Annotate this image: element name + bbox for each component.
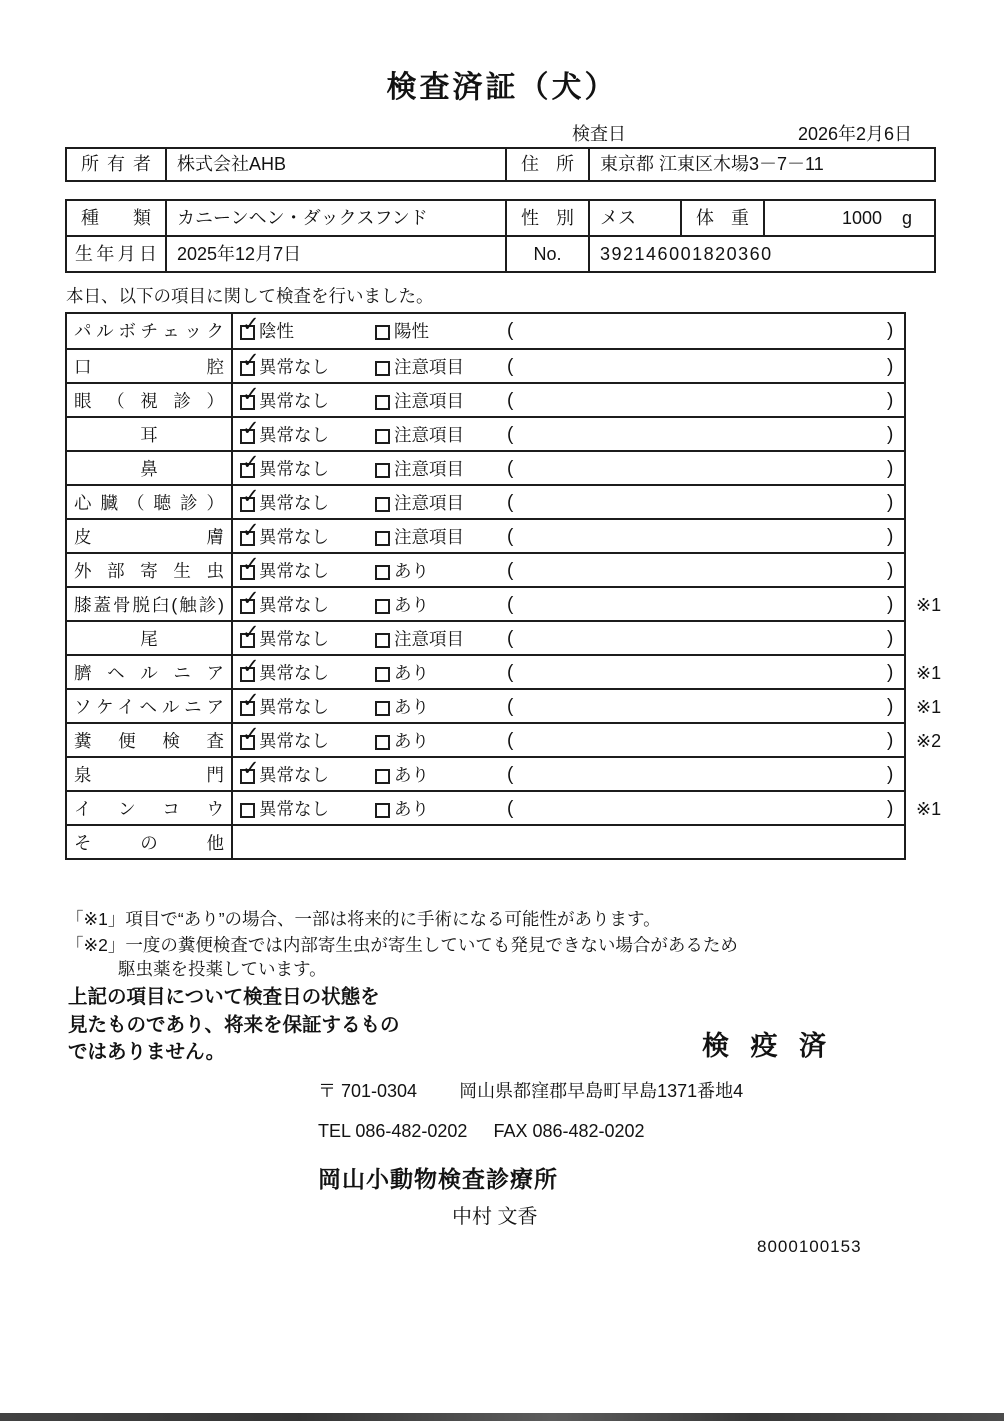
checklist-item-label: インコウ: [67, 792, 233, 824]
checked-checkbox-icon: [240, 497, 255, 512]
checklist-row: [67, 620, 904, 654]
option-label: 異常なし: [259, 459, 329, 479]
option-label: 異常なし: [259, 561, 329, 581]
remarks-paren-open: (: [507, 560, 514, 581]
option-label: 異常なし: [259, 595, 329, 615]
footnote-marker: ※1: [916, 697, 942, 717]
option-label: 注意項目: [394, 493, 464, 513]
secondary-result-option: [375, 520, 464, 554]
option-label: 注意項目: [394, 459, 464, 479]
weight-value: 1000: [841, 208, 882, 228]
option-label: 異常なし: [259, 697, 329, 717]
clinic-fax: FAX 086-482-0202: [493, 1121, 645, 1141]
remarks-paren-close: ): [887, 356, 894, 377]
checklist-row: [67, 484, 904, 518]
option-label: 異常なし: [259, 629, 329, 649]
remarks-paren-close: ): [887, 320, 894, 341]
clinic-tel: TEL 086-482-0202: [318, 1121, 468, 1141]
empty-checkbox-icon: [375, 633, 390, 648]
sex-label: 性別: [507, 201, 590, 235]
primary-result-option: [240, 554, 329, 588]
remarks-paren-close: ): [887, 560, 894, 581]
option-label: あり: [394, 799, 429, 819]
checklist-item-label: 鼻: [67, 452, 233, 484]
checklist-item-label: 糞便検査: [67, 724, 233, 756]
empty-checkbox-icon: [375, 395, 390, 410]
clinic-name: 岡山小動物検査診療所: [318, 1166, 558, 1192]
empty-checkbox-icon: [375, 599, 390, 614]
checked-checkbox-icon: [240, 325, 255, 340]
checklist-item-label: 尾: [67, 622, 233, 654]
option-label: 陽性: [394, 321, 429, 341]
weight-label: 体重: [682, 201, 765, 235]
disclaimer-line-1: 上記の項目について検査日の状態を: [68, 986, 380, 1008]
secondary-result-option: [375, 350, 464, 384]
secondary-result-option: [375, 758, 429, 792]
checked-checkbox-icon: [240, 633, 255, 648]
footnote-2: 「※2」一度の糞便検査では内部寄生虫が寄生していても発見できない場合があるため: [66, 935, 738, 955]
remarks-paren-open: (: [507, 424, 514, 445]
weight-unit: g: [901, 208, 912, 228]
option-label: 注意項目: [394, 391, 464, 411]
remarks-paren-close: ): [887, 492, 894, 513]
option-label: 陰性: [259, 321, 294, 341]
secondary-result-option: [375, 622, 464, 656]
option-label: 異常なし: [259, 731, 329, 751]
remarks-paren-open: (: [507, 492, 514, 513]
footnote-marker: ※2: [916, 731, 942, 751]
option-label: 異常なし: [259, 527, 329, 547]
remarks-paren-open: (: [507, 696, 514, 717]
option-label: あり: [394, 765, 429, 785]
secondary-result-option: [375, 486, 464, 520]
intro-text: 本日、以下の項目に関して検査を行いました。: [66, 286, 434, 306]
checked-checkbox-icon: [240, 531, 255, 546]
secondary-result-option: [375, 384, 464, 418]
remarks-paren-close: ): [887, 798, 894, 819]
primary-result-option: [240, 452, 329, 486]
breed-label: 種類: [67, 201, 167, 235]
disclaimer-line-3: ではありません。: [68, 1041, 226, 1063]
primary-result-option: [240, 656, 329, 690]
veterinarian-name: 中村 文香: [452, 1206, 538, 1228]
inspection-date-label: 検査日: [572, 124, 626, 144]
checklist-row: [67, 382, 904, 416]
empty-checkbox-icon: [375, 531, 390, 546]
checked-checkbox-icon: [240, 565, 255, 580]
empty-checkbox-icon: [375, 361, 390, 376]
option-label: 異常なし: [259, 663, 329, 683]
address-label: 住所: [507, 149, 590, 180]
option-label: 注意項目: [394, 357, 464, 377]
checklist-item-label: 口腔: [67, 350, 233, 382]
remarks-paren-close: ): [887, 730, 894, 751]
option-label: あり: [394, 731, 429, 751]
primary-result-option: [240, 418, 329, 452]
address-value: 東京都 江東区木場3－7－11: [600, 154, 824, 174]
checked-checkbox-icon: [240, 769, 255, 784]
checked-checkbox-icon: [240, 429, 255, 444]
primary-result-option: [240, 520, 329, 554]
primary-result-option: [240, 622, 329, 656]
clinic-address: 岡山県都窪郡早島町早島1371番地4: [459, 1081, 744, 1101]
secondary-result-option: [375, 792, 429, 826]
serial-number: 8000100153: [757, 1237, 862, 1256]
option-label: あり: [394, 595, 429, 615]
checklist-row: [67, 654, 942, 688]
document-title: 検査済証（犬）: [386, 71, 618, 104]
number-label: No.: [507, 237, 590, 271]
checklist-item-label: パルボチェック: [67, 314, 233, 348]
option-label: あり: [394, 561, 429, 581]
empty-checkbox-icon: [375, 463, 390, 478]
remarks-paren-open: (: [507, 320, 514, 341]
disclaimer-line-2: 見たものであり、将来を保証するもの: [68, 1013, 400, 1036]
remarks-paren-open: (: [507, 730, 514, 751]
checklist-row: [67, 688, 942, 722]
checked-checkbox-icon: [240, 361, 255, 376]
checked-checkbox-icon: [240, 701, 255, 716]
disclaimer-text: [68, 984, 400, 1067]
remarks-paren-close: ): [887, 458, 894, 479]
remarks-paren-open: (: [507, 458, 514, 479]
primary-result-option: [240, 758, 329, 792]
remarks-paren-open: (: [507, 764, 514, 785]
option-label: 注意項目: [394, 527, 464, 547]
checklist-row: [67, 552, 904, 586]
option-label: あり: [394, 697, 429, 717]
clinic-contact-line: [318, 1121, 645, 1142]
primary-result-option: [240, 314, 294, 348]
checklist-item-label: 皮膚: [67, 520, 233, 552]
pet-info-table: [65, 199, 936, 273]
empty-checkbox-icon: [375, 497, 390, 512]
checklist-item-label: 心臓（聴診）: [67, 486, 233, 518]
footnote-3: 駆虫薬を投薬しています。: [118, 959, 327, 979]
footnote-1: 「※1」項目で“あり”の場合、一部は将来的に手術になる可能性があります。: [66, 909, 661, 929]
primary-result-option: [240, 384, 329, 418]
checklist-row: [67, 450, 904, 484]
remarks-paren-close: ): [887, 424, 894, 445]
owner-value: 株式会社AHB: [167, 149, 507, 180]
birthdate-value: 2025年12月7日: [167, 237, 507, 271]
empty-checkbox-icon: [240, 803, 255, 818]
quarantine-passed-stamp: 検 疫 済: [702, 1031, 834, 1061]
checklist-item-label: 臍ヘルニア: [67, 656, 233, 688]
remarks-paren-open: (: [507, 662, 514, 683]
inspection-date-value: 2026年2月6日: [798, 124, 913, 144]
remarks-paren-close: ): [887, 764, 894, 785]
remarks-paren-open: (: [507, 356, 514, 377]
owner-table: [65, 147, 936, 182]
secondary-result-option: [375, 554, 429, 588]
secondary-result-option: [375, 452, 464, 486]
checklist-row: [67, 790, 942, 824]
birth-row: [67, 235, 934, 271]
empty-checkbox-icon: [375, 803, 390, 818]
checklist-row: [67, 348, 904, 382]
option-label: あり: [394, 663, 429, 683]
footnote-marker: ※1: [916, 663, 942, 683]
sex-value: メス: [590, 201, 682, 235]
empty-checkbox-icon: [375, 701, 390, 716]
empty-checkbox-icon: [375, 429, 390, 444]
remarks-paren-close: ): [887, 696, 894, 717]
owner-label: 所有者: [67, 149, 167, 180]
secondary-result-option: [375, 418, 464, 452]
checked-checkbox-icon: [240, 599, 255, 614]
remarks-paren-open: (: [507, 526, 514, 547]
checklist-row: [67, 416, 904, 450]
option-label: 異常なし: [259, 357, 329, 377]
secondary-result-option: [375, 314, 429, 348]
secondary-result-option: [375, 724, 429, 758]
checklist-item-label: 耳: [67, 418, 233, 450]
birthdate-label: 生年月日: [67, 237, 167, 271]
checklist-table: [65, 312, 942, 860]
number-value: 392146001820360: [600, 244, 773, 264]
remarks-paren-open: (: [507, 798, 514, 819]
owner-row: [67, 149, 934, 180]
checked-checkbox-icon: [240, 463, 255, 478]
checklist-row: [67, 518, 904, 552]
checklist-item-label: その他: [67, 826, 233, 858]
remarks-paren-close: ): [887, 662, 894, 683]
primary-result-option: [240, 486, 329, 520]
footnote-marker: ※1: [916, 799, 942, 819]
primary-result-option: [240, 792, 329, 826]
checklist-item-label: 膝蓋骨脱臼(触診): [67, 588, 233, 620]
checklist-row: [67, 756, 904, 790]
clinic-postal-line: [318, 1077, 743, 1103]
breed-row: [67, 201, 934, 235]
checked-checkbox-icon: [240, 667, 255, 682]
clinic-postal-code: 〒 701-0304: [318, 1081, 418, 1101]
primary-result-option: [240, 724, 329, 758]
remarks-paren-close: ): [887, 526, 894, 547]
empty-checkbox-icon: [375, 769, 390, 784]
option-label: 異常なし: [259, 391, 329, 411]
empty-checkbox-icon: [375, 565, 390, 580]
remarks-paren-close: ): [887, 390, 894, 411]
remarks-paren-close: ): [887, 628, 894, 649]
checked-checkbox-icon: [240, 735, 255, 750]
remarks-paren-open: (: [507, 390, 514, 411]
checklist-item-label: ソケイヘルニア: [67, 690, 233, 722]
option-label: 注意項目: [394, 425, 464, 445]
checklist-row: [67, 722, 942, 756]
checklist-item-label: 外部寄生虫: [67, 554, 233, 586]
footnote-marker: ※1: [916, 595, 942, 615]
primary-result-option: [240, 588, 329, 622]
weight-cell: [765, 201, 934, 235]
option-label: 異常なし: [259, 765, 329, 785]
empty-checkbox-icon: [375, 735, 390, 750]
checklist-item-label: 眼（視診）: [67, 384, 233, 416]
scan-edge-artifact: [0, 1413, 1004, 1421]
primary-result-option: [240, 350, 329, 384]
empty-checkbox-icon: [375, 667, 390, 682]
secondary-result-option: [375, 656, 429, 690]
option-label: 異常なし: [259, 425, 329, 445]
secondary-result-option: [375, 690, 429, 724]
secondary-result-option: [375, 588, 429, 622]
checked-checkbox-icon: [240, 395, 255, 410]
primary-result-option: [240, 690, 329, 724]
remarks-paren-open: (: [507, 594, 514, 615]
breed-value: カニーンヘン・ダックスフンド: [167, 201, 507, 235]
option-label: 異常なし: [259, 799, 329, 819]
checklist-row: [67, 314, 904, 348]
checklist-row: [67, 586, 942, 620]
remarks-paren-open: (: [507, 628, 514, 649]
checklist-row: [67, 824, 904, 858]
checklist-item-label: 泉門: [67, 758, 233, 790]
remarks-paren-close: ): [887, 594, 894, 615]
empty-checkbox-icon: [375, 325, 390, 340]
option-label: 注意項目: [394, 629, 464, 649]
option-label: 異常なし: [259, 493, 329, 513]
